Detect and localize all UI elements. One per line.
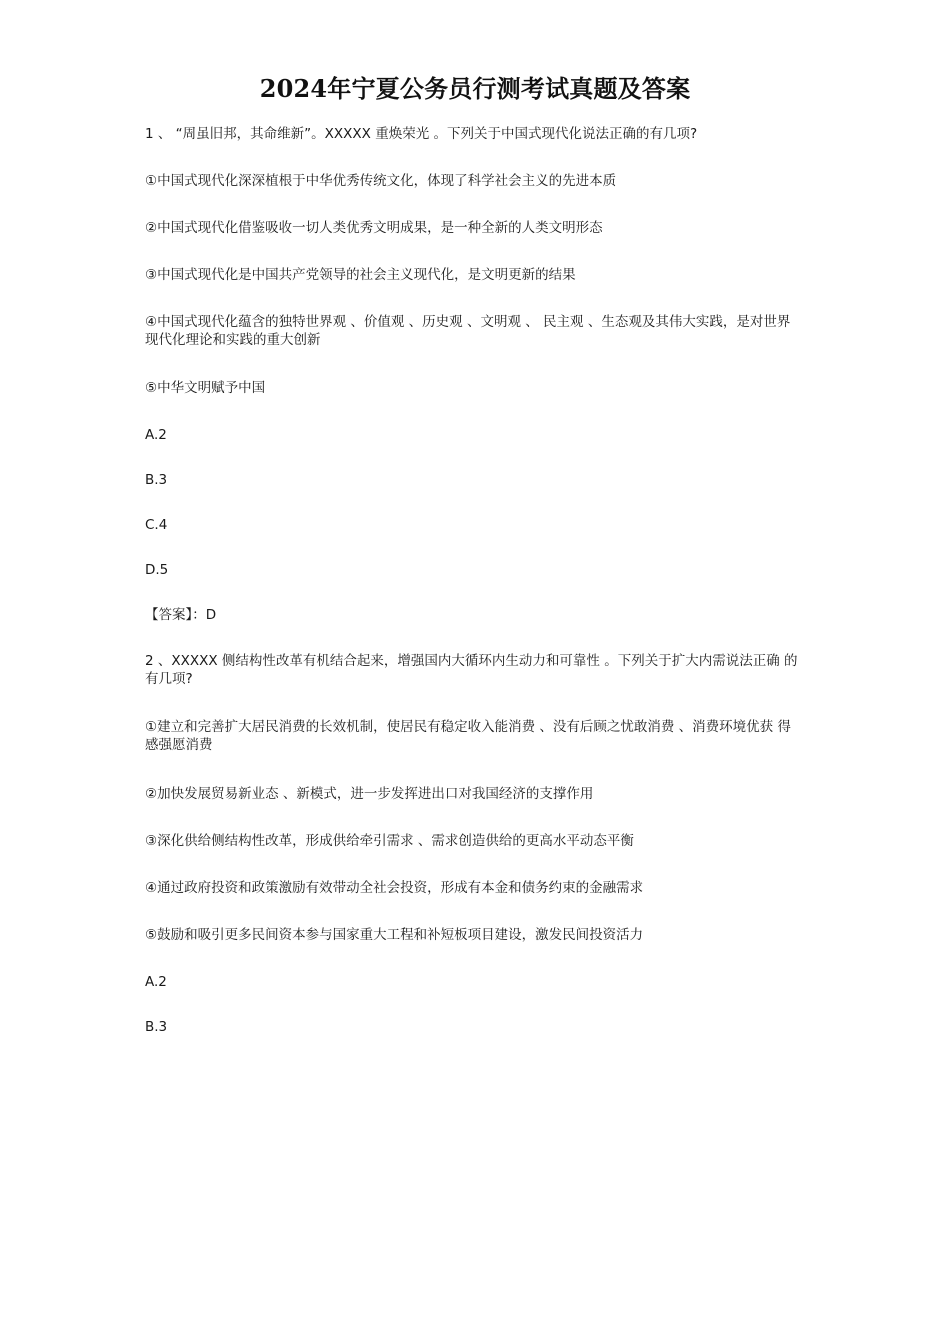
question-2-stem: 2 、XXXXX 侧结构性改革有机结合起来，增强国内大循环内生动力和可靠性 。下列关于扩大内需说法正确 的有几项?: [145, 653, 798, 687]
question-2-statement-1: ①建立和完善扩大居民消费的长效机制，使居民有稳定收入能消费 、没有后顾之忧敢消费 、消费环境优获 得感强愿消费: [145, 719, 791, 753]
question-1-statement-4: ④中国式现代化蕴含的独特世界观 、价值观 、历史观 、文明观 、 民主观 、生态观及其伟大实践，是对世界 现代化理论和实践的重大创新: [145, 314, 791, 348]
question-1-option-a: A.2: [145, 427, 167, 443]
question-2-statement-5: ⑤鼓励和吸引更多民间资本参与国家重大工程和补短板项目建设，激发民间投资活力: [145, 927, 644, 943]
question-2-statement-2: ②加快发展贸易新业态 、新模式，进一步发挥进出口对我国经济的支撑作用: [145, 786, 594, 802]
question-2-statement-3: ③深化供给侧结构性改革，形成供给牵引需求 、需求创造供给的更高水平动态平衡: [145, 833, 634, 849]
question-1-statement-2: ②中国式现代化借鉴吸收一切人类优秀文明成果，是一种全新的人类文明形态: [145, 220, 603, 236]
question-1-statement-5: ⑤中华文明赋予中国: [145, 380, 266, 396]
page-title: 2024年宁夏公务员行测考试真题及答案: [259, 74, 691, 103]
question-1-answer: 【答案】：D: [145, 607, 217, 623]
question-1-option-d: D.5: [145, 562, 169, 578]
question-1-statement-1: ①中国式现代化深深植根于中华优秀传统文化，体现了科学社会主义的先进本质: [145, 173, 617, 189]
question-1-stem: 1 、 “周虽旧邦，其命维新”。XXXXX 重焕荣光 。下列关于中国式现代化说法正确的有几项?: [145, 126, 698, 142]
question-1-option-c: C.4: [145, 517, 168, 533]
question-1-statement-3: ③中国式现代化是中国共产党领导的社会主义现代化，是文明更新的结果: [145, 267, 576, 283]
question-2-option-a: A.2: [145, 974, 167, 990]
question-2-option-b: B.3: [145, 1019, 168, 1035]
question-2-statement-4: ④通过政府投资和政策激励有效带动全社会投资，形成有本金和债务约束的金融需求: [145, 880, 644, 896]
question-1-option-b: B.3: [145, 472, 168, 488]
